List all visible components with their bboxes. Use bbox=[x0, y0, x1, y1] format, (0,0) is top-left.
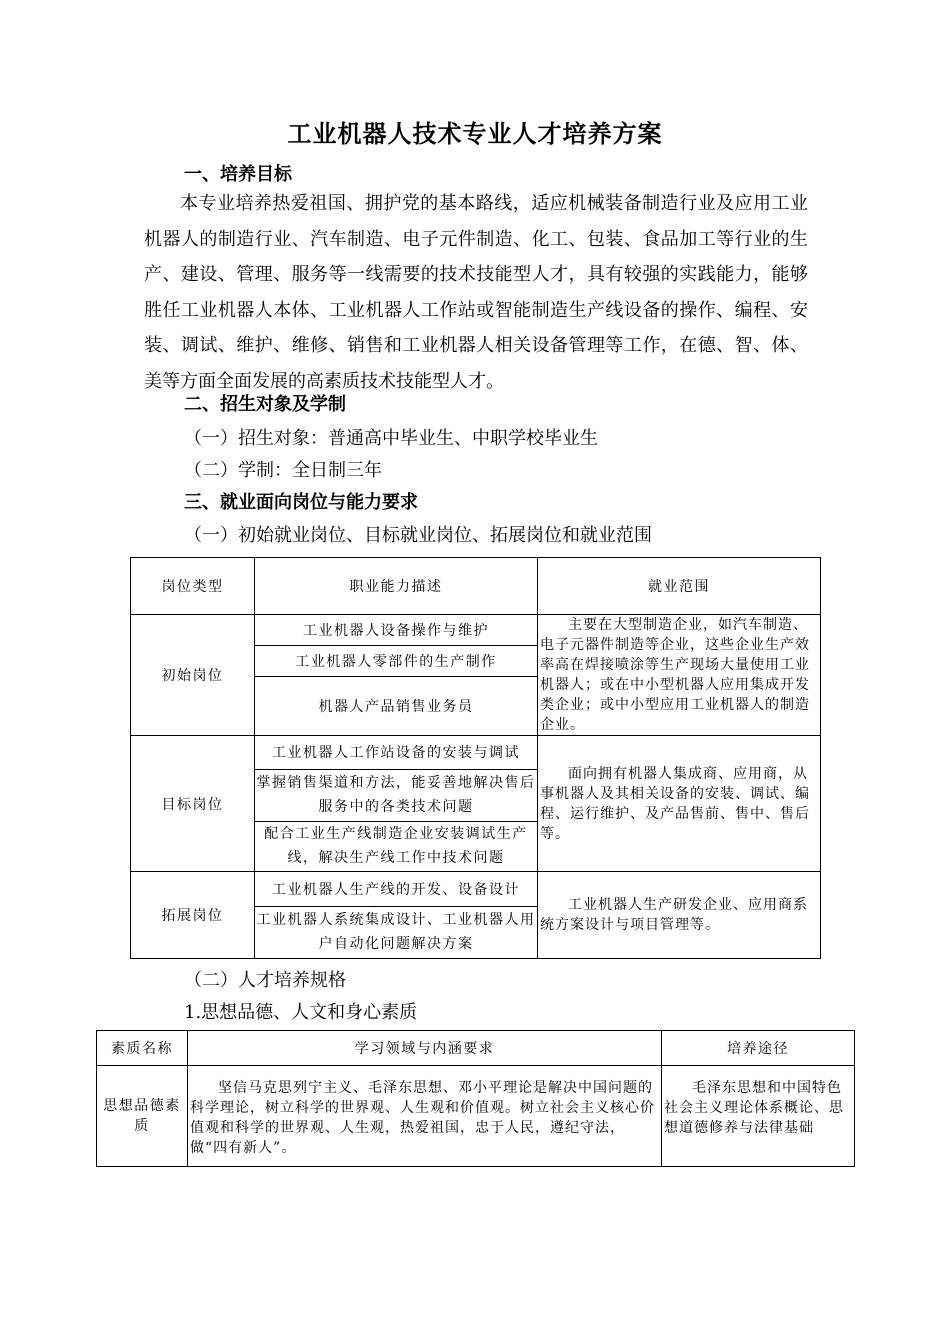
ability-item: 工业机器人零部件的生产制作 bbox=[255, 646, 537, 677]
table2-header: 培养途径 bbox=[662, 1031, 855, 1066]
enrollment-target: （一）招生对象：普通高中毕业生、中职学校毕业生 bbox=[184, 428, 598, 449]
document-title: 工业机器人技术专业人才培养方案 bbox=[287, 120, 663, 148]
enrollment-duration: （二）学制：全日制三年 bbox=[184, 460, 382, 481]
table1-header: 职业能力描述 bbox=[255, 558, 538, 615]
ability-item: 工业机器人生产线的开发、设备设计 bbox=[255, 872, 537, 906]
ability-item: 工业机器人设备操作与维护 bbox=[255, 615, 537, 646]
quality-name: 思想品德素质 bbox=[97, 1066, 188, 1167]
ability-item: 机器人产品销售业务员 bbox=[318, 699, 474, 716]
table1-header: 岗位类型 bbox=[131, 558, 255, 615]
ability-item: 掌握销售渠道和方法，能妥善地解决售后服务中的各类技术问题 bbox=[255, 769, 537, 821]
table1-header: 就业范围 bbox=[538, 558, 821, 615]
ability-item: 工业机器人工作站设备的安装与调试 bbox=[255, 736, 537, 769]
employment-subheading: （一）初始就业岗位、目标就业岗位、拓展岗位和就业范围 bbox=[184, 525, 652, 546]
quality-subheading: 1.思想品德、人文和身心素质 bbox=[184, 1002, 418, 1023]
table-row bbox=[97, 1066, 855, 1167]
table2-header: 学习领域与内涵要求 bbox=[188, 1031, 662, 1066]
table-row bbox=[131, 615, 821, 736]
goals-paragraph: 本专业培养热爱祖国、拥护党的基本路线，适应机械装备制造行业及应用工业机器人的制造行业、汽车制造、电子元件制造、化工、包装、食品加工等行业的生产、建设、管理、服务等一线需要的技术技能型人才，具有较强的实践能力，能够胜任工业机器人本体、工业机器人工作站或智能制造生产线设备的操作、编程、安装、调试、维护、维修、销售和工业机器人相关设备管理等工作，在德、智、体、美等方面全面发展的高素质技术技能型人才。 bbox=[144, 193, 808, 392]
table-row bbox=[131, 872, 821, 959]
ability-item: 配合工业生产线制造企业安装调试生产线，解决生产线工作中技术问题 bbox=[264, 826, 528, 867]
training-spec-heading: （二）人才培养规格 bbox=[184, 970, 346, 991]
employment-scope: 主要在大型制造企业，如汽车制造、电子元器件制造等企业，这些企业生产效率高在焊接喷涂等生产现场大量使用工业机器人；或在中小型机器人应用集成开发类企业；或中小型应用工业机器人的制造企业。 bbox=[538, 615, 821, 736]
employment-scope: 面向拥有机器人集成商、应用商，从事机器人及其相关设备的安装、调试、编程、运行维护、及产品售前、售中、售后等。 bbox=[538, 736, 821, 872]
table-row bbox=[131, 736, 821, 872]
quality-table bbox=[96, 1030, 855, 1167]
quality-requirement: 坚信马克思列宁主义、毛泽东思想、邓小平理论是解决中国问题的科学理论，树立科学的世界观、人生观和价值观。树立社会主义核心价值观和科学的世界观、人生观，热爱祖国，忠于人民，遵纪守法，做“四有新人”。 bbox=[188, 1066, 662, 1167]
table2-header: 素质名称 bbox=[97, 1031, 188, 1066]
post-type: 初始岗位 bbox=[131, 615, 255, 736]
post-type: 拓展岗位 bbox=[131, 872, 255, 959]
ability-item: 工业机器人系统集成设计、工业机器人用户自动化问题解决方案 bbox=[256, 912, 536, 953]
section-heading-enrollment: 二、招生对象及学制 bbox=[184, 394, 346, 415]
section-heading-employment: 三、就业面向岗位与能力要求 bbox=[184, 492, 418, 513]
employment-scope: 工业机器人生产研发企业、应用商系统方案设计与项目管理等。 bbox=[538, 872, 821, 959]
post-type: 目标岗位 bbox=[131, 736, 255, 872]
section-heading-goals: 一、培养目标 bbox=[184, 164, 292, 185]
quality-path: 毛泽东思想和中国特色社会主义理论体系概论、思想道德修养与法律基础 bbox=[662, 1066, 855, 1167]
employment-table bbox=[130, 557, 821, 959]
